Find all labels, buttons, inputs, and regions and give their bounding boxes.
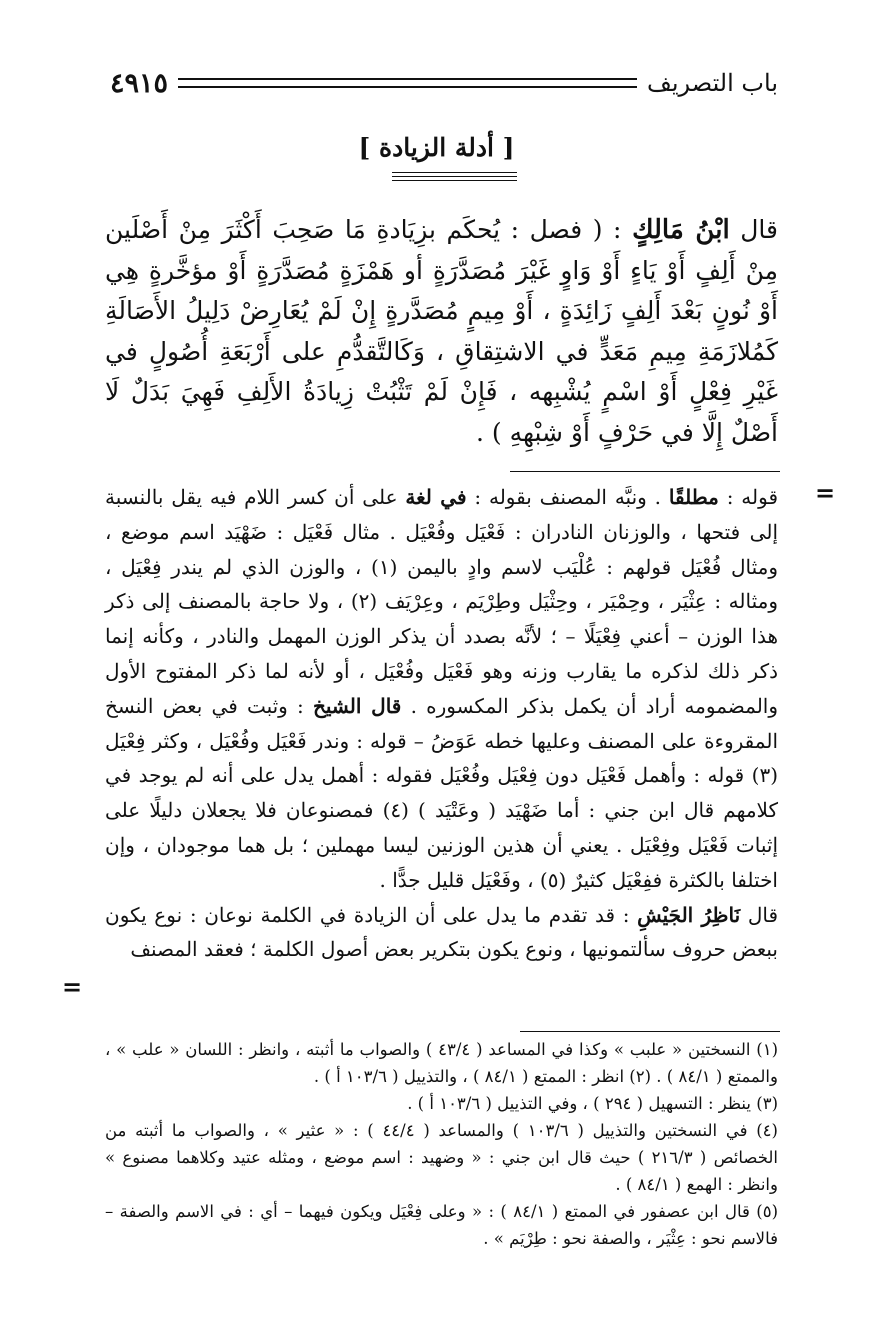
main-lead: قال — [740, 215, 778, 244]
section-title: [ أدلة الزيادة ] — [358, 133, 515, 162]
commentary-p1-g: : وثبت في بعض النسخ المقروءة على المصنف وعليها خطه عَوَضُ – قوله : وندر فَعْيَل وفُعْيَل ، وكثر فِعْيَل (٣) قوله : وأهمل فَعْيَل دون فِعْيَل وفُعْيَل فقوله : أهمل يدل على أنه لم يوجد في كلامهم قال ابن جني : أما ضَهْيَد ( وعَتْيَد ) (٤) فمصنوعان فلا يجعلان دليلًا على إثبات فَعْيَل وفِعْيَل . يعني أن هذين الوزنين ليسا مهملين ؛ بل هما موجودان ، وإن اختلفا بالكثرة ففِعْيَل كثيرٌ (٥) ، وفَعْيَل قليل جدًّا . — [105, 693, 778, 892]
commentary-p1-b: مطلقًا — [668, 485, 719, 509]
commentary-p2-c: : قد تقدم ما يدل على أن الزيادة في الكلمة نوعان : نوع يكون ببعض حروف سألتمونيها ، ونوع يكون بتكرير بعض أصول الكلمة ؛ فعقد المصنف — [105, 902, 778, 962]
commentary-p1-a: قوله : — [726, 485, 779, 509]
commentary-p1-f: قال الشيخ — [312, 693, 402, 718]
footnote-separator-rule — [520, 1031, 780, 1032]
continuation-mark-end: = — [62, 972, 83, 1001]
continuation-mark-start: = — [815, 478, 836, 507]
title-triple-rule — [392, 172, 517, 188]
commentary-p1-d: في لغة — [405, 485, 467, 509]
title-rule-line — [392, 172, 517, 173]
footnote: (٤) في النسختين والتذييل ( ١٠٣/٦ ) والمساعد ( ٤٤/٤ ) : « عثير » ، والصواب ما أثبته من الخصائص ( ٢١٦/٣ ) حيث قال ابن جني : « وضهيد : اسم موضع ، ومثله عتيد وكلاهما مصنوع » وانظر : الهمع ( ٨٤/١ ) . — [105, 1121, 778, 1194]
commentary-p2-a: قال — [747, 902, 779, 927]
page-number: ٤٩١٥ — [110, 67, 169, 99]
main-text — [105, 210, 778, 453]
footnotes — [105, 1036, 778, 1252]
author-name: ابْنُ مَالِكٍ — [632, 215, 730, 245]
page-header — [110, 62, 778, 104]
header-double-rule — [178, 78, 637, 88]
title-rule-line — [392, 180, 517, 181]
commentary-p1-c: . ونبَّه المصنف بقوله : — [474, 485, 662, 509]
chapter-title: باب التصريف — [646, 69, 778, 97]
footnote: (١) النسختين « علبب » وكذا في المساعد ( ٤٣/٤ ) والصواب ما أثبته ، وانظر : اللسان « علب » ، والممتع ( ٨٤/١ ) . (٢) انظر : الممتع ( ٨٤/١ ) ، والتذييل ( ١٠٣/٦ أ ) . — [105, 1040, 778, 1086]
title-rule-line — [392, 176, 517, 177]
commentary-p1-e: على أن كسر اللام فيه يقل بالنسبة إلى فتحها ، والوزنان النادران : فَعْيَل وفُعْيَل . مثال فَعْيَل : ضَهْيَد اسم موضع ، ومثال فُعْيَل قولهم : عُلْيَب لاسم وادٍ باليمن (١) ، والوزن الذي لم يندر فِعْيَل ، ومثاله : عِثْيَر ، وحِمْيَر ، وحِثْيَل وطِرْيَم ، وعِرْيَف (٢) ، ولا حاجة بالمصنف إلى ذكر هذا الوزن – أعني فِعْيَلًا – ؛ لأنَّه بصدد أن يذكر الوزن المهمل والنادر ، وكأنه إنما ذكر ذلك لذكره ما يقارب وزنه وهو فَعْيَل وفُعْيَل ، أو لأنه لما ذكر المفتوح الأول والمضمومه أراد أن يكمل بذكر المكسوره . — [105, 485, 779, 718]
main-body: : ( فصل : يُحكَم بزِيَادةِ مَا صَحِبَ أَكْثَرَ مِنْ أَصْلَين مِنْ أَلِفٍ أَوْ يَاءٍ أَوْ وَاوٍ غَيْرَ مُصَدَّرَةٍ أو هَمْزَةٍ مُصَدَّرَةٍ أَوْ مؤخَّرةٍ هِي أَوْ نُونٍ بَعْدَ أَلِفٍ زَائِدَةٍ ، أَوْ مِيمٍ مُصَدَّرةٍ إِنْ لَمْ يُعَارِضْ دَلِيلُ الأَصَالَةِ كَمُلازَمَةِ مِيمِ مَعَدٍّ في الاشتِقاقِ ، وَكَالتَّقدُّمِ على أَرْبَعَةِ أُصُولٍ في غَيْرِ فِعْلٍ أَوْ اسْمٍ يُشْبِهه ، فَإِنْ لَمْ تَثْبُتْ زِيادَةُ الأَلِفِ فَهِيَ بَدَلٌ لَا أَصْلٌ إِلَّا في حَرْفٍ أَوْ شِبْهِهِ ) . — [105, 215, 778, 447]
footnote: (٥) قال ابن عصفور في الممتع ( ٨٤/١ ) : « وعلى فِعْيَل ويكون فيهما – أي : في الاسم والصفة – فالاسم نحو : عِثْيَر ، والصفة نحو : طِرْيَم » . — [105, 1202, 778, 1248]
commentary — [105, 480, 778, 967]
text-separator-rule — [510, 471, 780, 472]
commentator-name: نَاظِرُ الجَيْشِ — [637, 902, 741, 927]
footnote: (٣) ينظر : التسهيل ( ٢٩٤ ) ، وفي التذييل ( ١٠٣/٦ أ ) . — [407, 1094, 778, 1113]
